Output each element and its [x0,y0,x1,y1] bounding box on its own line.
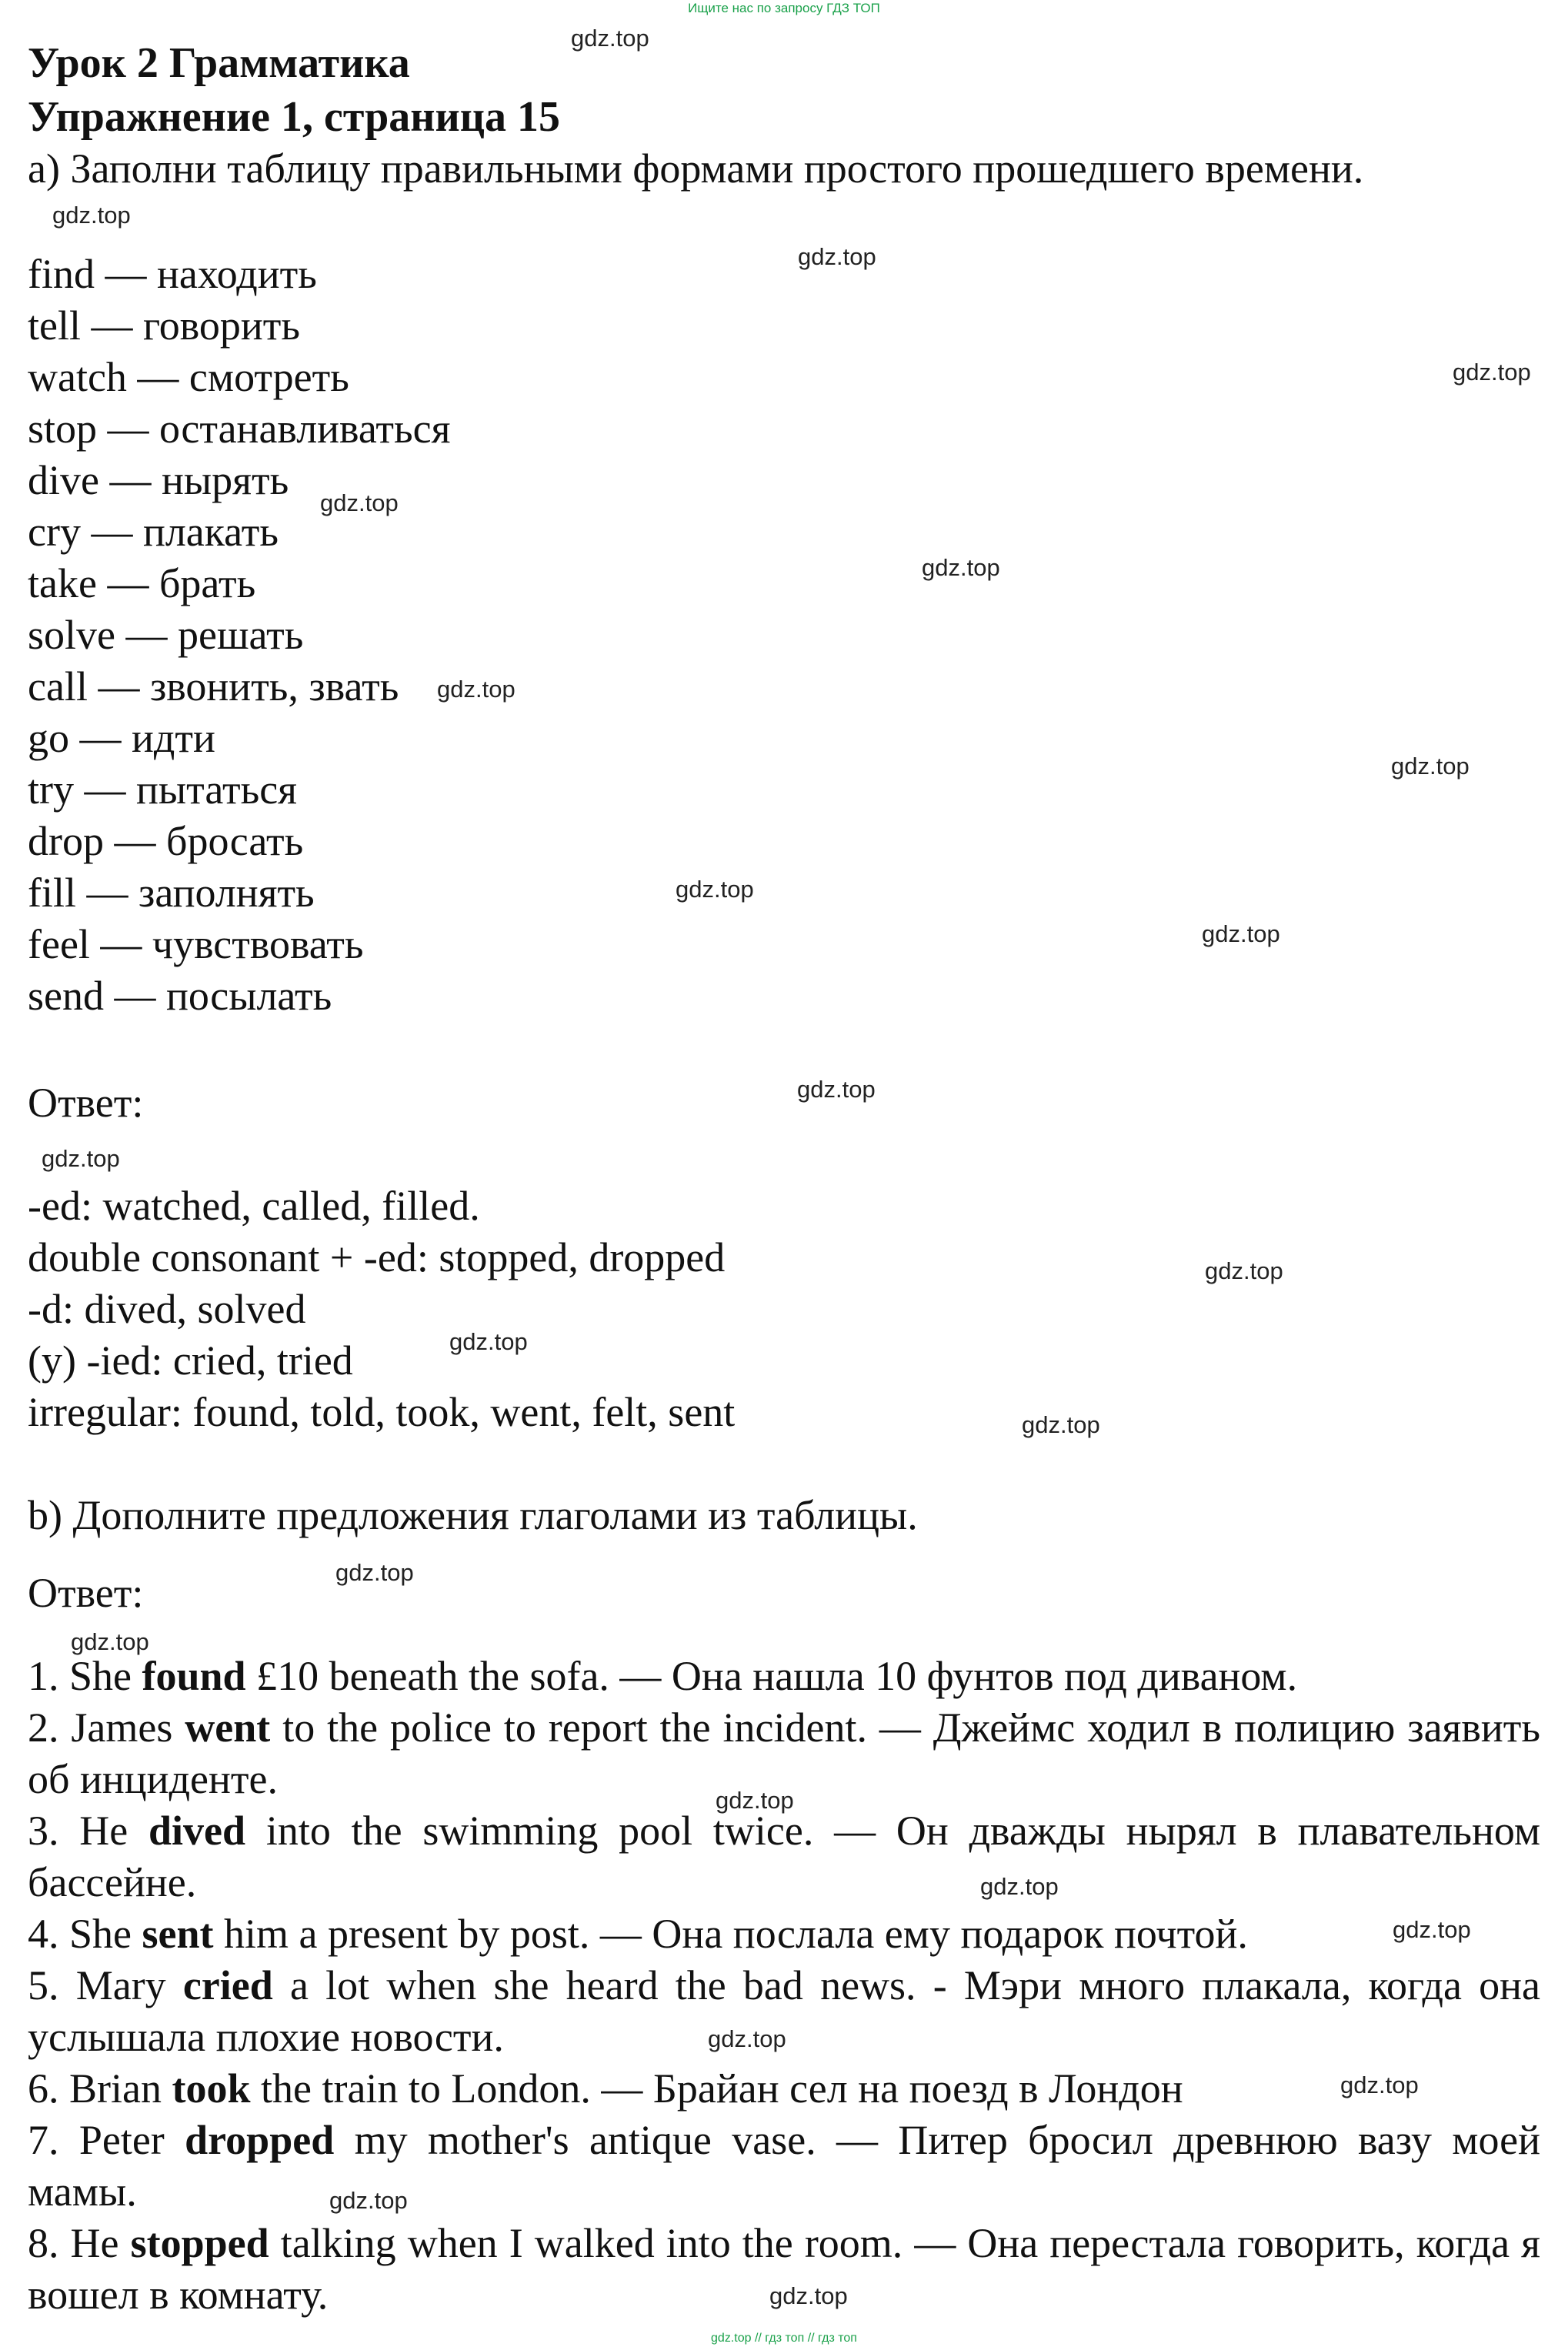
watermark: gdz.top [769,2282,848,2309]
watermark: gdz.top [329,2187,408,2214]
answer-verb: took [172,2065,251,2112]
watermark: gdz.top [449,1328,528,1355]
watermark: gdz.top [1202,920,1280,947]
top-banner: Ищите нас по запросу ГДЗ ТОП [688,1,880,15]
sentence-item: 3. He dived into the swimming pool twice. — Он дважды нырял в плавательном бассейне. [28,1808,1540,1905]
verb-item: stop — останавливаться [28,406,451,452]
watermark: gdz.top [1391,753,1470,780]
answer-verb: dived [148,1808,246,1854]
verb-item: try — пытаться [28,766,298,813]
watermark: gdz.top [52,202,131,229]
sentence-item: 7. Peter dropped my mother's antique vase. — Питер бросил древнюю вазу моей мамы. [28,2117,1541,2215]
watermark: gdz.top [980,1873,1059,1900]
answer-verb: dropped [185,2117,335,2163]
verb-item: feel — чувствовать [28,921,364,967]
watermark: gdz.top [797,1076,876,1103]
verb-item: watch — смотреть [28,354,349,400]
watermark: gdz.top [1453,359,1531,386]
answer-item: double consonant + -ed: stopped, dropped [28,1234,726,1280]
sentence-item: 5. Mary cried a lot when she heard the bad news. - Мэри много плакала, когда она услышала плохие новости. [28,1962,1540,2060]
sentence-item: 8. He stopped talking when I walked into the room. — Она перестала говорить, когда я вошел в комнату. [28,2220,1541,2318]
answer-label-b: Ответ: [28,1570,144,1616]
sentence-item: 6. Brian took the train to London. — Брайан сел на поезд в Лондон [28,2065,1183,2112]
answer-verb: went [185,1704,271,1751]
answer-verb: cried [182,1962,273,2008]
sentence-item: 1. She found £10 beneath the sofa. — Она нашла 10 фунтов под диваном. [28,1653,1298,1699]
watermark: gdz.top [320,489,399,516]
verb-item: dive — нырять [28,457,289,503]
watermark: gdz.top [1393,1916,1471,1943]
verb-item: solve — решать [28,612,304,658]
answer-verb: sent [142,1911,214,1957]
watermark: gdz.top [676,876,754,903]
answer-item: (y) -ied: cried, tried [28,1337,353,1384]
verb-item: take — брать [28,560,256,606]
watermark: gdz.top [1205,1257,1283,1284]
task-a-instruction: a) Заполни таблицу правильными формами простого прошедшего времени. [28,145,1364,192]
verb-item: go — идти [28,715,215,761]
sentence-item: 4. She sent him a present by post. — Она послала ему подарок почтой. [28,1911,1248,1957]
sentence-item: 2. James went to the police to report the incident. — Джеймс ходил в полицию заявить об инциденте. [28,1704,1540,1802]
answer-item: -d: dived, solved [28,1286,306,1332]
watermark: gdz.top [71,1628,149,1655]
answer-item: -ed: watched, called, filled. [28,1183,480,1229]
watermark: gdz.top [335,1559,414,1586]
answer-verb: found [142,1653,246,1699]
watermark: gdz.top [1022,1411,1100,1438]
footer-banner: gdz.top // гдз топ // гдз топ [711,2332,857,2345]
task-b-instruction: b) Дополните предложения глаголами из таблицы. [28,1492,918,1538]
verb-item: drop — бросать [28,818,304,864]
watermark: gdz.top [798,243,876,270]
watermark: gdz.top [42,1145,120,1172]
watermark: gdz.top [922,554,1000,581]
answer-label-a: Ответ: [28,1080,144,1126]
watermark: gdz.top [571,25,649,52]
answer-verb: stopped [130,2220,269,2266]
verb-item: cry — плакать [28,509,279,555]
verb-item: find — находить [28,251,317,297]
watermark: gdz.top [708,2025,786,2052]
lesson-title: Урок 2 Грамматика [28,39,410,87]
watermark: gdz.top [716,1787,794,1814]
watermark: gdz.top [437,676,515,703]
verb-item: call — звонить, звать [28,663,399,709]
verb-item: send — посылать [28,973,332,1019]
verb-item: fill — заполнять [28,870,315,916]
answer-item: irregular: found, told, took, went, felt, sent [28,1389,736,1435]
verb-item: tell — говорить [28,302,301,349]
watermark: gdz.top [1340,2072,1419,2098]
exercise-title: Упражнение 1, страница 15 [28,93,561,141]
